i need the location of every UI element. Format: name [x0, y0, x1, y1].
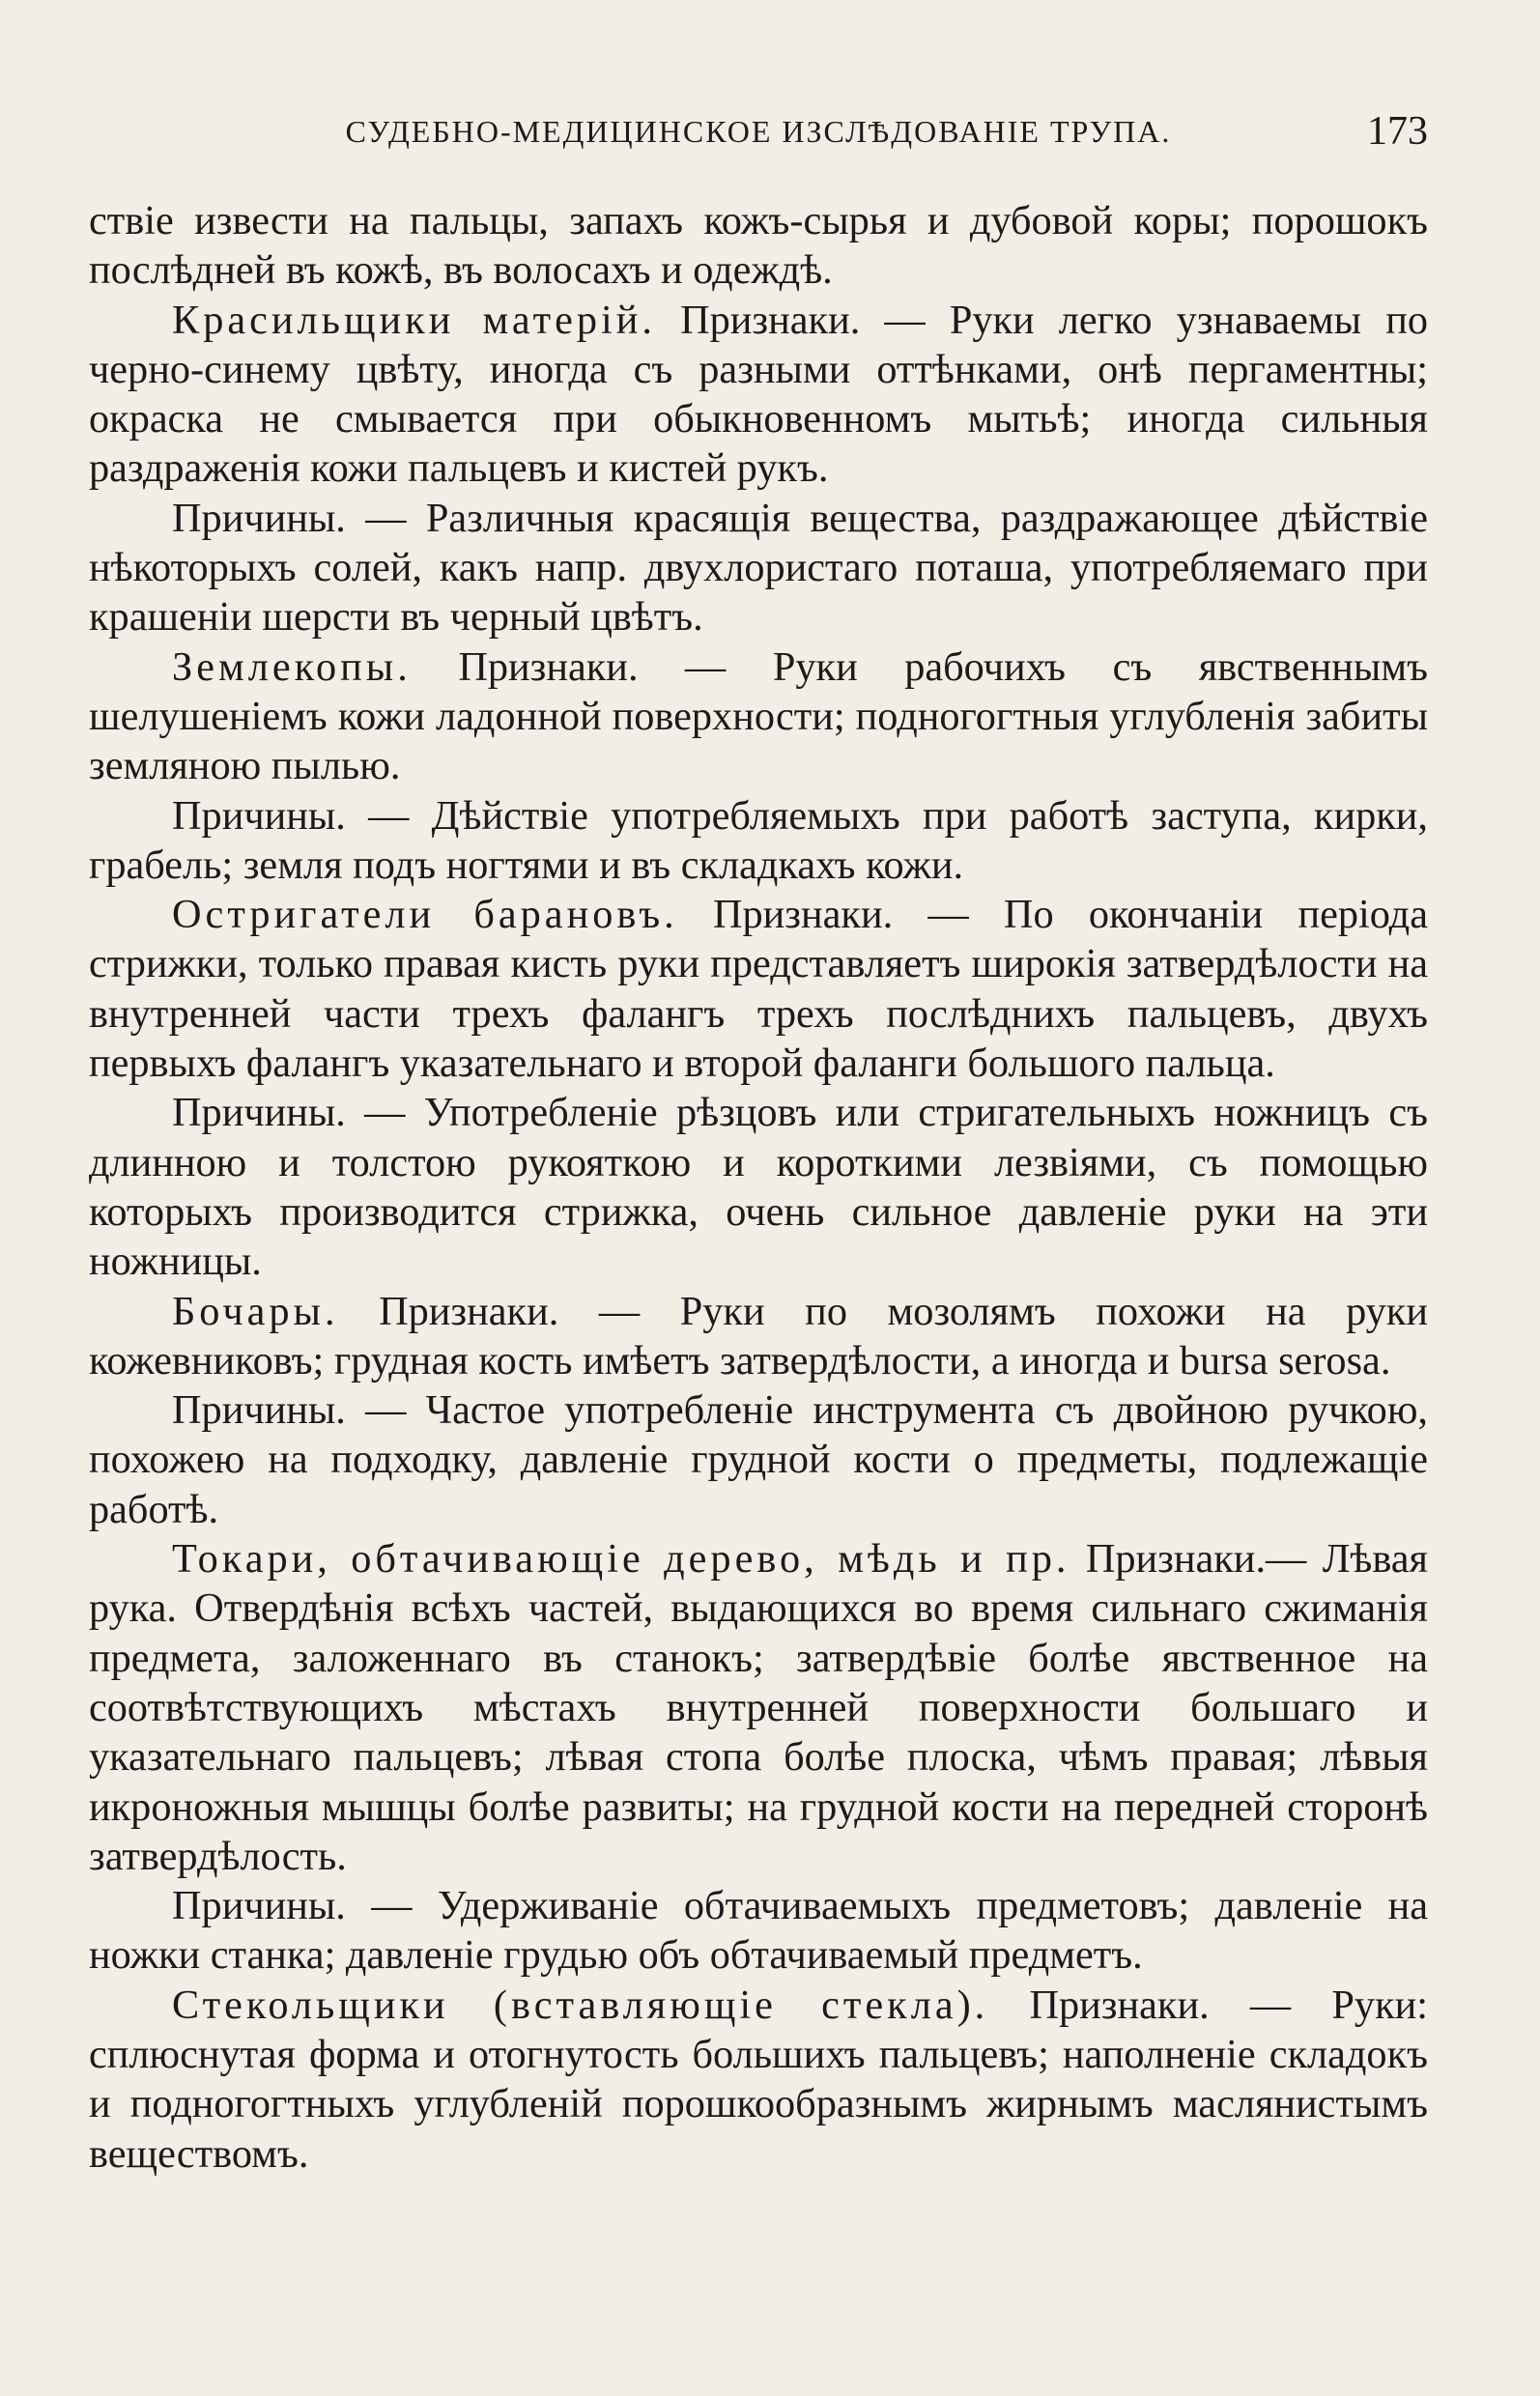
paragraph-continuation: ствіе извести на пальцы, запахъ кожъ-сырья и дубовой коры; порошокъ послѣдней въ кожѣ, въ волосахъ и одеждѣ.	[89, 198, 1428, 294]
running-title: СУДЕБНО-МЕДИЦИНСКОЕ ИЗСЛѢДОВАНІЕ ТРУПА.	[345, 114, 1172, 149]
paragraph-text: — Употребленіе рѣзцовъ или стригательныхъ ножницъ съ длинною и толстою рукояткою и короткими лезвіями, съ помощью которыхъ производится стрижка, очень сильное давленіе руки на эти ножницы.	[89, 1090, 1428, 1285]
paragraph-sheep-shearers	[89, 890, 1428, 1088]
paragraph-dyers	[89, 296, 1428, 494]
paragraph-diggers	[89, 642, 1428, 791]
trade-heading: Красильщики матерій.	[172, 297, 656, 343]
paragraph-coopers	[89, 1287, 1428, 1386]
trade-heading: Токари, обтачивающіе дерево, мѣдь и пр.	[172, 1536, 1070, 1583]
trade-heading: Землекопы.	[172, 643, 412, 690]
paragraph-causes	[89, 1881, 1428, 1981]
paragraph-causes	[89, 791, 1428, 891]
trade-heading: Остригатели барановъ.	[172, 892, 678, 938]
paragraph-text: Признаки. — Руки легко узнаваемы по черно-синему цвѣту, иногда съ разными оттѣнками, онѣ пергаментны; окраска не смывается при обыкновенномъ мытьѣ; иногда сильныя раздраженія кожи пальцевъ и кистей рукъ.	[89, 297, 1428, 492]
paragraph-text: — Частое употребленіе инструмента съ двойною ручкою, похожею на подходку, давленіе грудной кости о предметы, подлежащіе работѣ.	[89, 1387, 1428, 1532]
causes-label: Причины.	[172, 495, 346, 541]
paragraph-causes	[89, 494, 1428, 642]
paragraph-turners	[89, 1534, 1428, 1881]
trade-heading: Бочары.	[172, 1288, 339, 1334]
paragraph-end: .	[1380, 1337, 1391, 1383]
paragraph-text: — Различныя красящія вещества, раздражающее дѣйствіе нѣкоторыхъ солей, какъ напр. двухлористаго поташа, употребляемаго при крашеніи шерсти въ черный цвѣтъ.	[89, 495, 1428, 641]
body-text	[89, 196, 1428, 2179]
page-header	[89, 109, 1428, 162]
paragraph-text: Признаки. — Руки: сплюснутая форма и отогнутость большихъ пальцевъ; наполненіе складокъ и подногогтныхъ углубленій порошкообразнымъ жирнымъ маслянистымъ веществомъ.	[89, 1982, 1429, 2177]
paragraph-causes	[89, 1385, 1428, 1534]
paragraph-text: Признаки.— Лѣвая рука. Отвердѣнія всѣхъ частей, выдающихся во время сильнаго сжиманія предмета, заложеннаго въ станокъ; затвердѣвіе болѣе явственное на соотвѣтствующихъ мѣстахъ внутренней поверхности большаго и указательнаго пальцевъ; лѣвая стопа болѣе плоска, чѣмъ правая; лѣвыя икроножныя мышцы болѣе развиты; на грудной кости на передней сторонѣ затвердѣлость.	[89, 1536, 1428, 1879]
paragraph-text: — Удерживаніе обтачиваемыхъ предметовъ; давленіе на ножки станка; давленіе грудью объ обтачиваемый предметъ.	[89, 1883, 1428, 1979]
causes-label: Причины.	[172, 1387, 346, 1434]
paragraph-glaziers	[89, 1981, 1428, 2179]
paragraph-text: Признаки. — По окончаніи періода стрижки, только правая кисть руки представляетъ широкія затвердѣлости на внутренней части трехъ фалангъ трехъ послѣднихъ пальцевъ, двухъ первыхъ фалангъ указательнаго и второй фаланги большого пальца.	[89, 892, 1428, 1087]
paragraph-text: Признаки. — Руки по мозолямъ похожи на руки кожевниковъ; грудная кость имѣетъ затвердѣлости, а иногда и	[89, 1288, 1428, 1383]
page-number: 173	[1367, 109, 1428, 154]
paragraph-text: — Дѣйствіе употребляемыхъ при работѣ заступа, кирки, грабель; земля подъ ногтями и въ складкахъ кожи.	[89, 792, 1428, 888]
paragraph-text: Признаки. — Руки рабочихъ съ явственнымъ шелушеніемъ кожи ладонной поверхности; подногогтныя углубленія забиты земляною пылью.	[89, 643, 1428, 789]
latin-term: bursa serosa	[1179, 1337, 1381, 1383]
causes-label: Причины.	[172, 792, 346, 839]
causes-label: Причины.	[172, 1883, 346, 1929]
causes-label: Причины.	[172, 1090, 346, 1136]
trade-heading: Стекольщики (вставляющіе стекла).	[172, 1982, 989, 2028]
paragraph-causes	[89, 1088, 1428, 1286]
